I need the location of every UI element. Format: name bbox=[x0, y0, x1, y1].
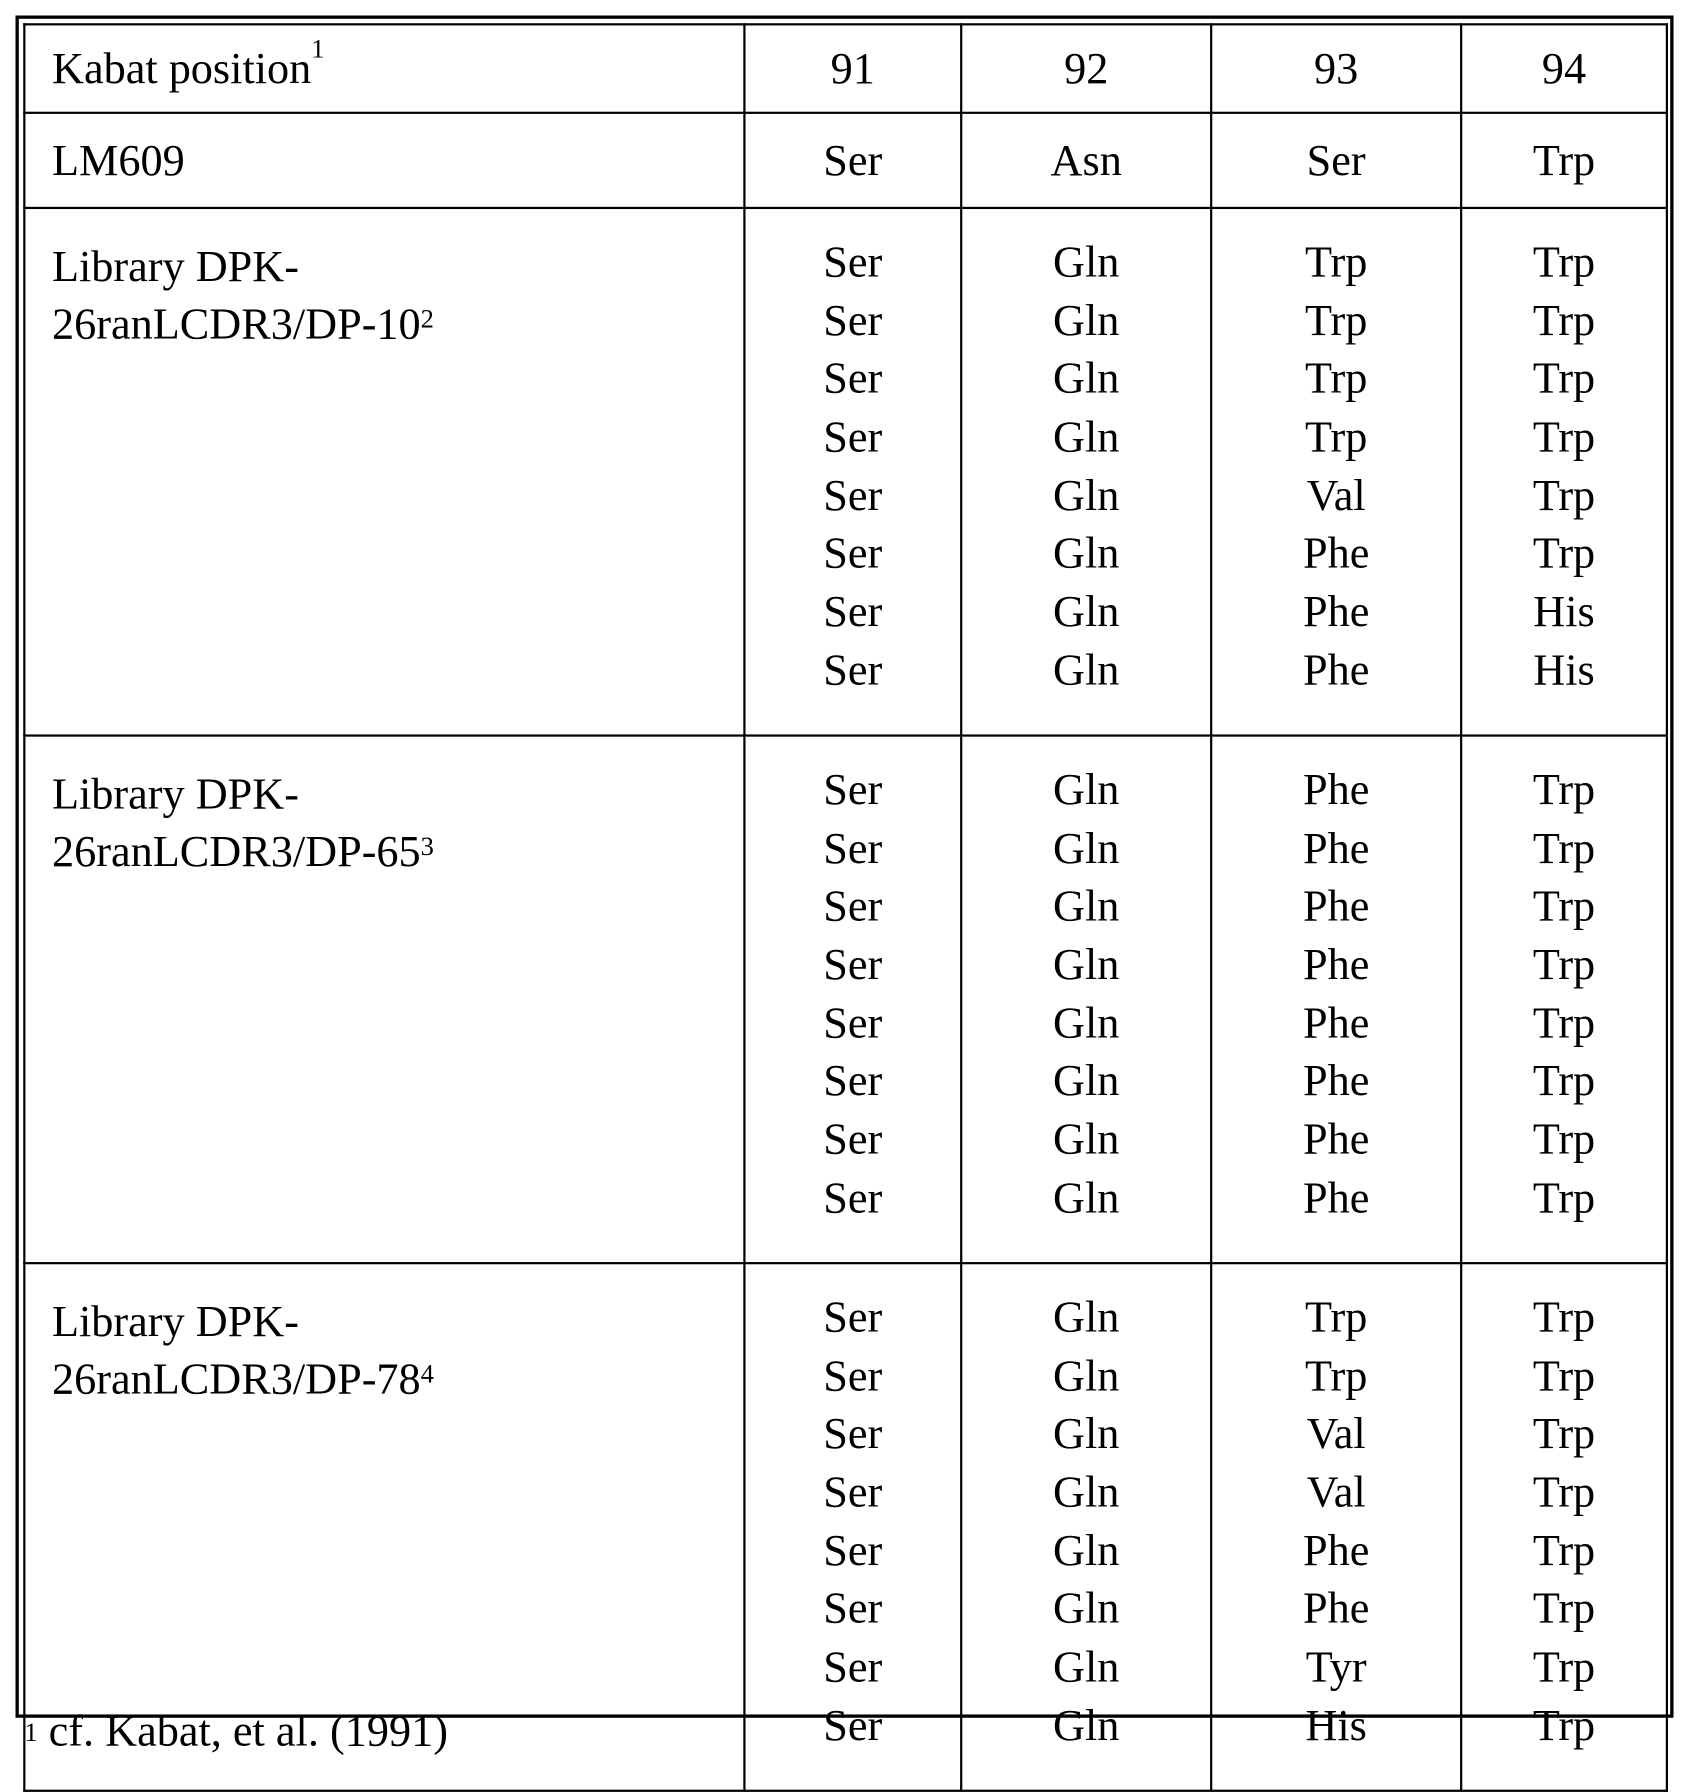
reference-label: LM609 bbox=[24, 113, 744, 208]
residue-value: Trp bbox=[1532, 1113, 1596, 1164]
residue-value: Gln bbox=[1053, 1055, 1120, 1106]
residue-value: Ser bbox=[823, 764, 883, 815]
footnote-marker: 3 bbox=[420, 832, 434, 862]
residue-value: Gln bbox=[1053, 1525, 1120, 1575]
residue-value: Ser bbox=[823, 644, 883, 695]
residue-value: Gln bbox=[1053, 1172, 1120, 1223]
residue-value: Trp bbox=[1532, 1699, 1596, 1750]
residue-value: Ser bbox=[823, 997, 883, 1048]
residue-value: Ser bbox=[823, 1172, 883, 1223]
residue-column bbox=[961, 1263, 1211, 1791]
residue-value: Gln bbox=[1053, 1408, 1120, 1459]
residue-value: Gln bbox=[1053, 353, 1120, 404]
footnote-marker: 1 bbox=[24, 1718, 38, 1748]
residue-value: Ser bbox=[823, 880, 883, 931]
residue-value: Ser bbox=[823, 1055, 883, 1106]
library-label-line: Library DPK- bbox=[51, 241, 299, 291]
residue-value: Trp bbox=[1304, 353, 1368, 404]
residue-value: Ser bbox=[823, 411, 883, 462]
residue-value: Trp bbox=[1532, 939, 1596, 989]
residue-value: Trp bbox=[1532, 528, 1596, 578]
residue-value: Trp bbox=[1532, 1408, 1596, 1459]
residue-value: Gln bbox=[1053, 822, 1120, 873]
residue-value: Trp bbox=[1532, 822, 1596, 873]
residue-column bbox=[1211, 208, 1461, 736]
residue-column bbox=[744, 1263, 961, 1791]
residue-value: Phe bbox=[1302, 1525, 1370, 1575]
library-label bbox=[24, 736, 744, 1264]
residue-value: Gln bbox=[1053, 1113, 1120, 1164]
residue-value: Phe bbox=[1302, 1055, 1370, 1106]
residue-value: Ser bbox=[823, 528, 883, 578]
reference-row bbox=[24, 113, 1667, 208]
residue-value: Trp bbox=[1304, 1291, 1368, 1342]
residue-column bbox=[1461, 1263, 1667, 1791]
residue-value: Ser bbox=[823, 1525, 883, 1575]
residue-value: Trp bbox=[1532, 997, 1596, 1048]
residue-value: Phe bbox=[1302, 997, 1370, 1048]
residue-value: His bbox=[1533, 644, 1595, 695]
residue-value: Trp bbox=[1532, 1055, 1596, 1106]
residue-value: Trp bbox=[1532, 1641, 1596, 1692]
residue-value: Val bbox=[1306, 1466, 1366, 1517]
residue-value: Ser bbox=[823, 1291, 883, 1342]
residue-value: Val bbox=[1306, 469, 1366, 520]
library-label bbox=[24, 208, 744, 736]
residue-column bbox=[1461, 208, 1667, 736]
residue-value: Gln bbox=[1053, 1583, 1120, 1634]
residue-value: Ser bbox=[823, 1408, 883, 1459]
residue-value: Gln bbox=[1053, 411, 1120, 462]
header-label: Kabat position bbox=[51, 43, 312, 93]
residue-column bbox=[744, 736, 961, 1264]
residue-value: Gln bbox=[1053, 1699, 1120, 1750]
residue-value: Gln bbox=[1053, 1466, 1120, 1517]
residue-value: Ser bbox=[823, 1113, 883, 1164]
header-row bbox=[24, 24, 1667, 112]
residue-value: Trp bbox=[1304, 411, 1368, 462]
residue-value: Trp bbox=[1532, 1172, 1596, 1223]
reference-value: Trp bbox=[1461, 113, 1667, 208]
residue-value: Gln bbox=[1053, 939, 1120, 989]
residue-value: Gln bbox=[1053, 469, 1120, 520]
header-label-cell bbox=[24, 24, 744, 112]
residue-value: Gln bbox=[1053, 1291, 1120, 1342]
residue-value: Gln bbox=[1053, 880, 1120, 931]
residue-value: Trp bbox=[1532, 1525, 1596, 1575]
residue-value: Trp bbox=[1532, 880, 1596, 931]
residue-value: Gln bbox=[1053, 236, 1120, 287]
residue-value: Ser bbox=[823, 353, 883, 404]
footnote-text: cf. Kabat, et al. (1991) bbox=[37, 1705, 448, 1756]
residue-column bbox=[1211, 1263, 1461, 1791]
residue-value: Trp bbox=[1304, 294, 1368, 345]
residue-value: His bbox=[1305, 1699, 1367, 1750]
residue-value: Ser bbox=[823, 1641, 883, 1692]
footnote bbox=[24, 1705, 448, 1756]
residue-column bbox=[961, 736, 1211, 1264]
reference-value: Ser bbox=[1211, 113, 1461, 208]
residue-value: Phe bbox=[1302, 1113, 1370, 1164]
residue-value: Trp bbox=[1532, 1583, 1596, 1634]
residue-value: Phe bbox=[1302, 939, 1370, 989]
residue-value: Phe bbox=[1302, 528, 1370, 578]
residue-value: Trp bbox=[1532, 294, 1596, 345]
position-92: 92 bbox=[961, 24, 1211, 112]
residue-value: Tyr bbox=[1305, 1641, 1367, 1692]
residue-value: Gln bbox=[1053, 997, 1120, 1048]
library-group-row bbox=[24, 208, 1667, 736]
residue-value: Ser bbox=[823, 1699, 883, 1750]
residue-value: Gln bbox=[1053, 528, 1120, 578]
footnote-marker: 2 bbox=[420, 305, 434, 335]
residue-value: Ser bbox=[823, 1466, 883, 1517]
residue-value: Trp bbox=[1532, 764, 1596, 815]
residue-value: Ser bbox=[823, 294, 883, 345]
residue-column bbox=[744, 208, 961, 736]
residue-value: Ser bbox=[823, 586, 883, 637]
reference-value: Asn bbox=[961, 113, 1211, 208]
residue-value: Phe bbox=[1302, 1172, 1370, 1223]
residue-value: Trp bbox=[1304, 1350, 1368, 1400]
residue-value: Gln bbox=[1053, 586, 1120, 637]
residue-column bbox=[1211, 736, 1461, 1264]
footnote-marker: 1 bbox=[311, 35, 325, 65]
residue-value: Ser bbox=[823, 822, 883, 873]
residue-value: Trp bbox=[1304, 236, 1368, 287]
residue-value: Phe bbox=[1302, 764, 1370, 815]
position-93: 93 bbox=[1211, 24, 1461, 112]
library-label-line: 26ranLCDR3/DP-78 bbox=[51, 1353, 421, 1404]
residue-value: Gln bbox=[1053, 644, 1120, 695]
residue-value: Ser bbox=[823, 469, 883, 520]
residue-value: Phe bbox=[1302, 1583, 1370, 1634]
residue-value: Trp bbox=[1532, 1291, 1596, 1342]
residue-value: Trp bbox=[1532, 353, 1596, 404]
residue-value: Phe bbox=[1302, 880, 1370, 931]
residue-value: Trp bbox=[1532, 1350, 1596, 1400]
residue-value: Ser bbox=[823, 1350, 883, 1400]
library-label-line: 26ranLCDR3/DP-10 bbox=[51, 298, 421, 349]
library-group-row bbox=[24, 736, 1667, 1264]
residue-value: Phe bbox=[1302, 644, 1370, 695]
library-label-line: Library DPK- bbox=[51, 1296, 299, 1347]
residue-value: Gln bbox=[1053, 1641, 1120, 1692]
residue-value: Gln bbox=[1053, 294, 1120, 345]
library-label-line: 26ranLCDR3/DP-65 bbox=[51, 826, 421, 877]
residue-column bbox=[961, 208, 1211, 736]
reference-value: Ser bbox=[744, 113, 961, 208]
residue-value: Trp bbox=[1532, 1466, 1596, 1517]
footnote-marker: 4 bbox=[420, 1360, 434, 1390]
residue-value: Val bbox=[1306, 1408, 1366, 1459]
residue-value: Trp bbox=[1532, 411, 1596, 462]
residue-value: Gln bbox=[1053, 1350, 1120, 1400]
residue-column bbox=[1461, 736, 1667, 1264]
residue-value: Phe bbox=[1302, 822, 1370, 873]
residue-value: Ser bbox=[823, 939, 883, 989]
position-91: 91 bbox=[744, 24, 961, 112]
residue-value: Trp bbox=[1532, 236, 1596, 287]
residue-value: Gln bbox=[1053, 764, 1120, 815]
library-label-line: Library DPK- bbox=[51, 768, 299, 819]
residue-value: Phe bbox=[1302, 586, 1370, 637]
residue-value: Ser bbox=[823, 236, 883, 287]
residue-value: Trp bbox=[1532, 469, 1596, 520]
position-94: 94 bbox=[1461, 24, 1667, 112]
kabat-position-table bbox=[23, 23, 1668, 1792]
residue-value: Ser bbox=[823, 1583, 883, 1634]
residue-value: His bbox=[1533, 586, 1595, 637]
